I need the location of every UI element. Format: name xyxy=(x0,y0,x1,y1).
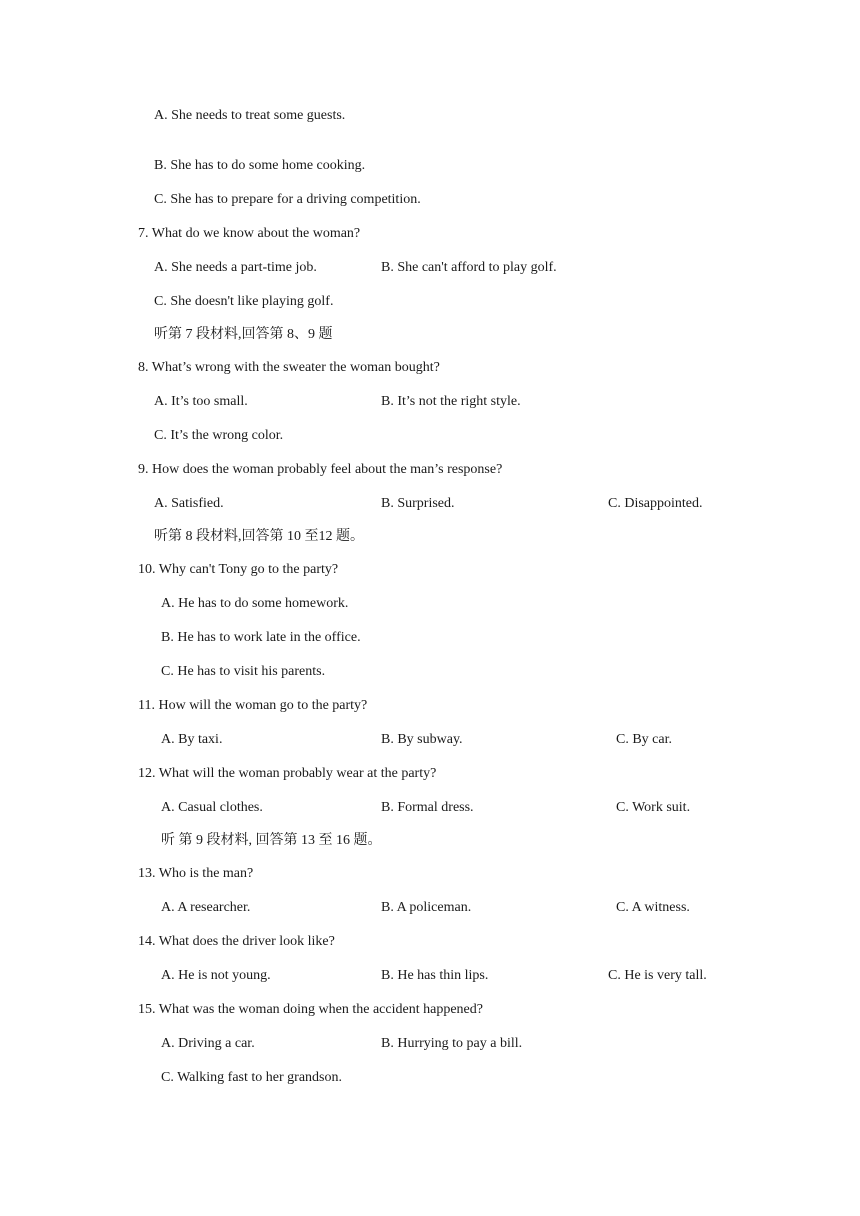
question-12: 12. What will the woman probably wear at the party? xyxy=(138,766,437,781)
q13-option-b: B. A policeman. xyxy=(381,900,472,915)
question-9: 9. How does the woman probably feel about the man’s response? xyxy=(138,462,503,477)
q7-option-c: C. She doesn't like playing golf. xyxy=(154,294,334,309)
q8-option-b: B. It’s not the right style. xyxy=(381,394,521,409)
question-15: 15. What was the woman doing when the accident happened? xyxy=(138,1002,483,1017)
q14-option-a: A. He is not young. xyxy=(161,968,271,983)
q12-option-b: B. Formal dress. xyxy=(381,800,474,815)
q10-option-b: B. He has to work late in the office. xyxy=(161,630,361,645)
question-14: 14. What does the driver look like? xyxy=(138,934,335,949)
question-7: 7. What do we know about the woman? xyxy=(138,226,361,241)
q12-option-c: C. Work suit. xyxy=(616,800,691,815)
q7-option-b: B. She can't afford to play golf. xyxy=(381,260,557,275)
q13-option-a: A. A researcher. xyxy=(161,900,251,915)
q14-option-c: C. He is very tall. xyxy=(608,968,707,983)
q6-option-b: B. She has to do some home cooking. xyxy=(154,158,366,173)
q15-option-b: B. Hurrying to pay a bill. xyxy=(381,1036,523,1051)
question-11: 11. How will the woman go to the party? xyxy=(138,698,368,713)
q6-option-a: A. She needs to treat some guests. xyxy=(154,108,346,123)
q13-option-c: C. A witness. xyxy=(616,900,690,915)
question-13: 13. Who is the man? xyxy=(138,866,254,881)
q14-option-b: B. He has thin lips. xyxy=(381,968,489,983)
q11-option-b: B. By subway. xyxy=(381,732,463,747)
q12-option-a: A. Casual clothes. xyxy=(161,800,263,815)
section-heading-8: 听第 8 段材料,回答第 10 至12 题。 xyxy=(154,529,364,544)
q15-option-a: A. Driving a car. xyxy=(161,1036,255,1051)
question-10: 10. Why can't Tony go to the party? xyxy=(138,562,339,577)
q15-option-c: C. Walking fast to her grandson. xyxy=(161,1070,342,1085)
section-heading-7: 听第 7 段材料,回答第 8、9 题 xyxy=(154,327,333,342)
q7-option-a: A. She needs a part-time job. xyxy=(154,260,317,275)
q9-option-a: A. Satisfied. xyxy=(154,496,224,511)
q11-option-c: C. By car. xyxy=(616,732,672,747)
q8-option-a: A. It’s too small. xyxy=(154,394,248,409)
q10-option-a: A. He has to do some homework. xyxy=(161,596,349,611)
q6-option-c: C. She has to prepare for a driving competition. xyxy=(154,192,421,207)
q10-option-c: C. He has to visit his parents. xyxy=(161,664,326,679)
q8-option-c: C. It’s the wrong color. xyxy=(154,428,284,443)
q9-option-b: B. Surprised. xyxy=(381,496,455,511)
q11-option-a: A. By taxi. xyxy=(161,732,223,747)
question-8: 8. What’s wrong with the sweater the woman bought? xyxy=(138,360,440,375)
section-heading-9: 听 第 9 段材料, 回答第 13 至 16 题。 xyxy=(161,833,382,848)
q9-option-c: C. Disappointed. xyxy=(608,496,703,511)
